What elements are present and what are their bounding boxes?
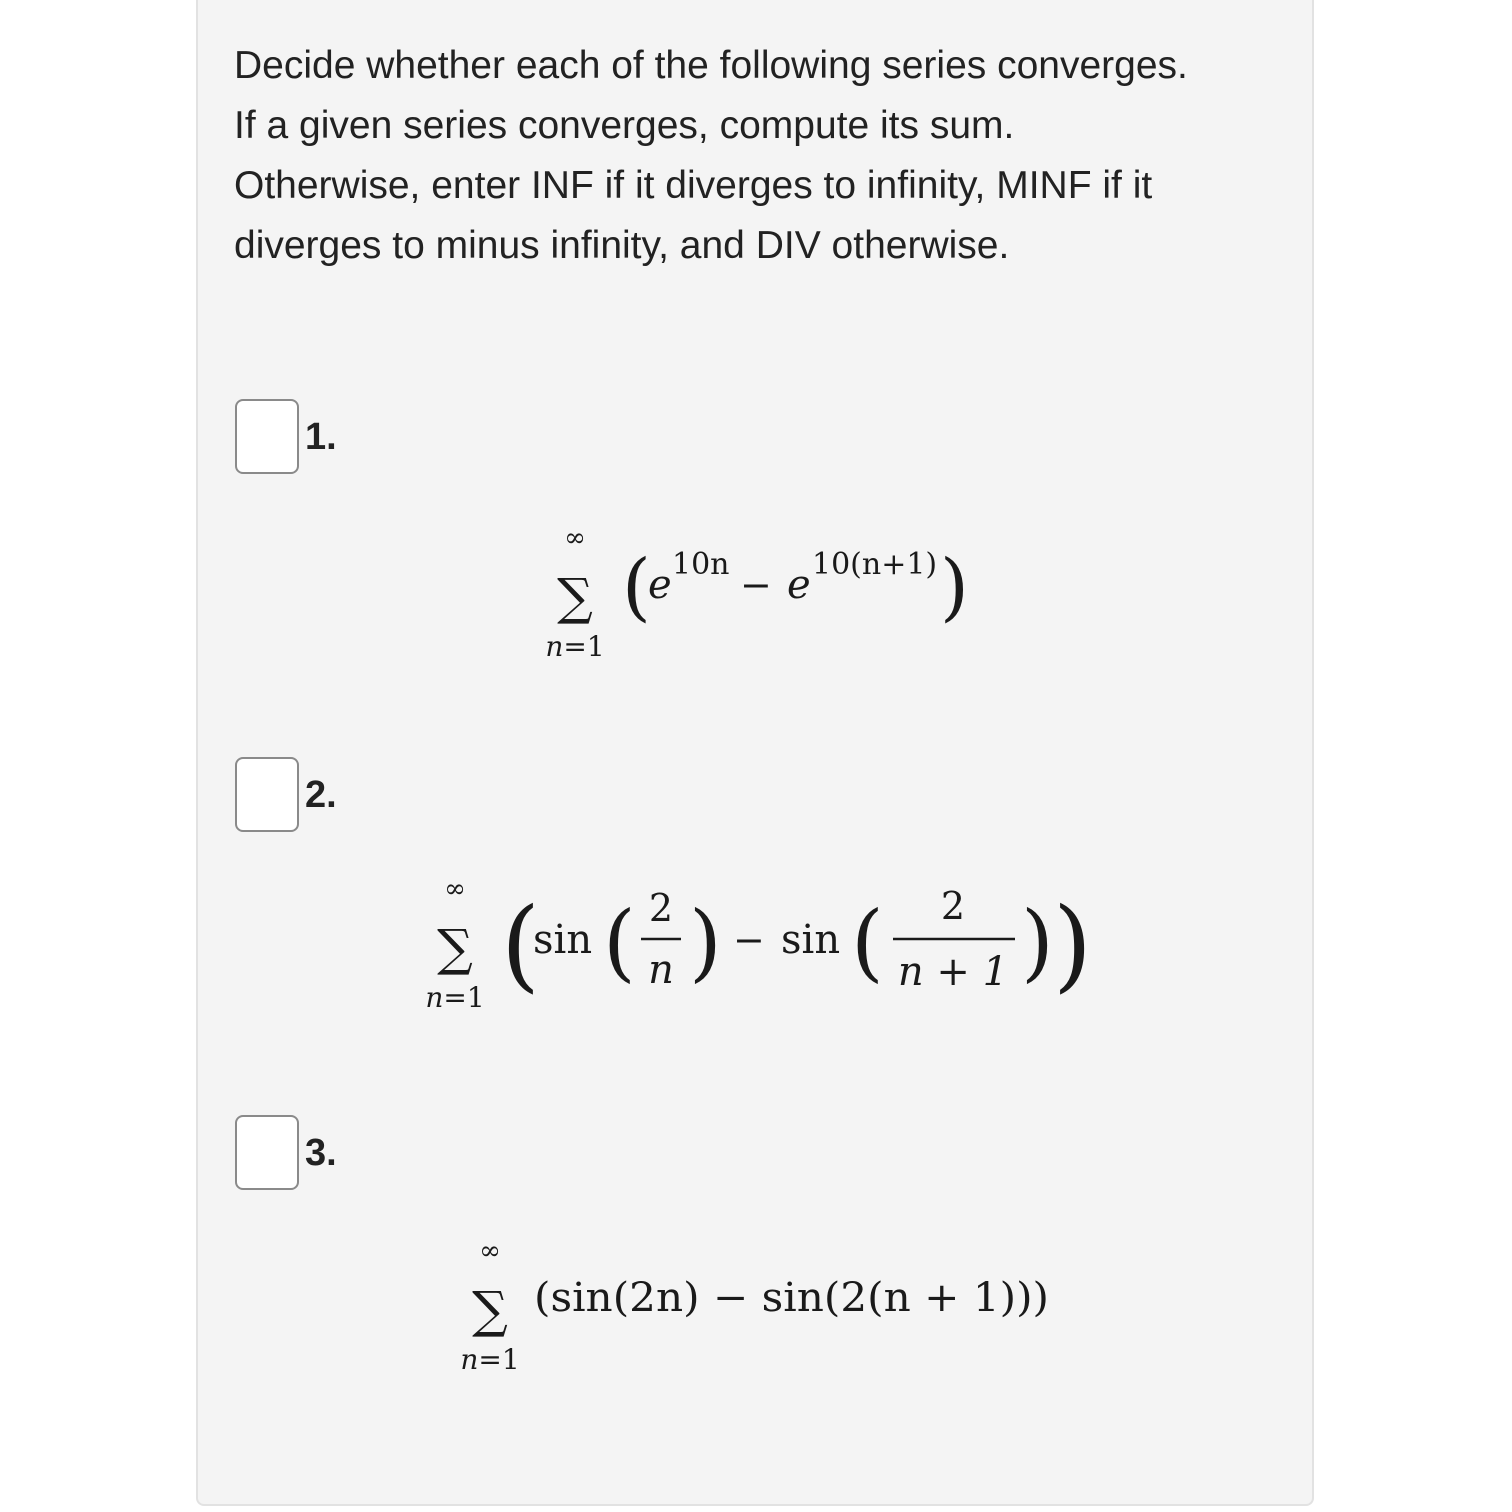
item-1-checkbox[interactable] (235, 399, 299, 474)
base-e: e (648, 562, 672, 608)
sigma-icon: ∑ (557, 568, 593, 626)
denominator: n + 1 (897, 949, 1009, 995)
minus-sign: − (740, 563, 772, 607)
sum-lower-limit: n=1 (545, 630, 605, 663)
right-paren: ) (940, 544, 969, 630)
item-3-number: 3. (305, 1132, 337, 1174)
item-3-checkbox[interactable] (235, 1115, 299, 1190)
inner-left-paren: ( (851, 893, 884, 991)
sin-function: sin (533, 917, 593, 963)
sigma-icon: ∑ (472, 1281, 508, 1339)
item-1-number: 1. (305, 416, 337, 458)
prompt-line: Decide whether each of the following series converges. (234, 44, 1188, 87)
inner-right-paren: ) (689, 893, 722, 991)
sum-lower-limit: n=1 (460, 1343, 520, 1376)
series-term: (sin(2n) − sin(2(n + 1))) (534, 1275, 1049, 1321)
sum-lower-limit: n=1 (425, 981, 485, 1014)
inner-right-paren: ) (1021, 893, 1054, 991)
exponent-1: 10n (672, 547, 730, 582)
sigma-icon: ∑ (437, 919, 473, 977)
base-e: e (787, 562, 811, 608)
sin-function: sin (781, 917, 841, 963)
numerator: 2 (648, 886, 674, 930)
denominator: n (648, 947, 674, 993)
item-2-checkbox[interactable] (235, 757, 299, 832)
minus-sign: − (733, 918, 765, 962)
inner-left-paren: ( (603, 893, 636, 991)
item-1-formula (530, 510, 990, 663)
item-2-number: 2. (305, 774, 337, 816)
right-paren: ) (1053, 886, 1093, 1003)
left-paren: ( (622, 544, 651, 630)
sum-upper-limit: ∞ (444, 874, 466, 904)
item-3-formula (450, 1225, 1070, 1375)
item-2-formula (415, 865, 1105, 1025)
sum-upper-limit: ∞ (479, 1236, 501, 1266)
exponent-2: 10(n+1) (812, 547, 938, 582)
sum-upper-limit: ∞ (564, 523, 586, 553)
prompt-line: If a given series converges, compute its sum. (234, 104, 1015, 147)
prompt-line: Otherwise, enter INF if it diverges to infinity, MINF if it (234, 164, 1153, 207)
prompt-line: diverges to minus infinity, and DIV otherwise. (234, 224, 1010, 267)
question-prompt (234, 36, 1304, 276)
numerator: 2 (940, 884, 966, 928)
left-paren: ( (501, 886, 541, 1003)
